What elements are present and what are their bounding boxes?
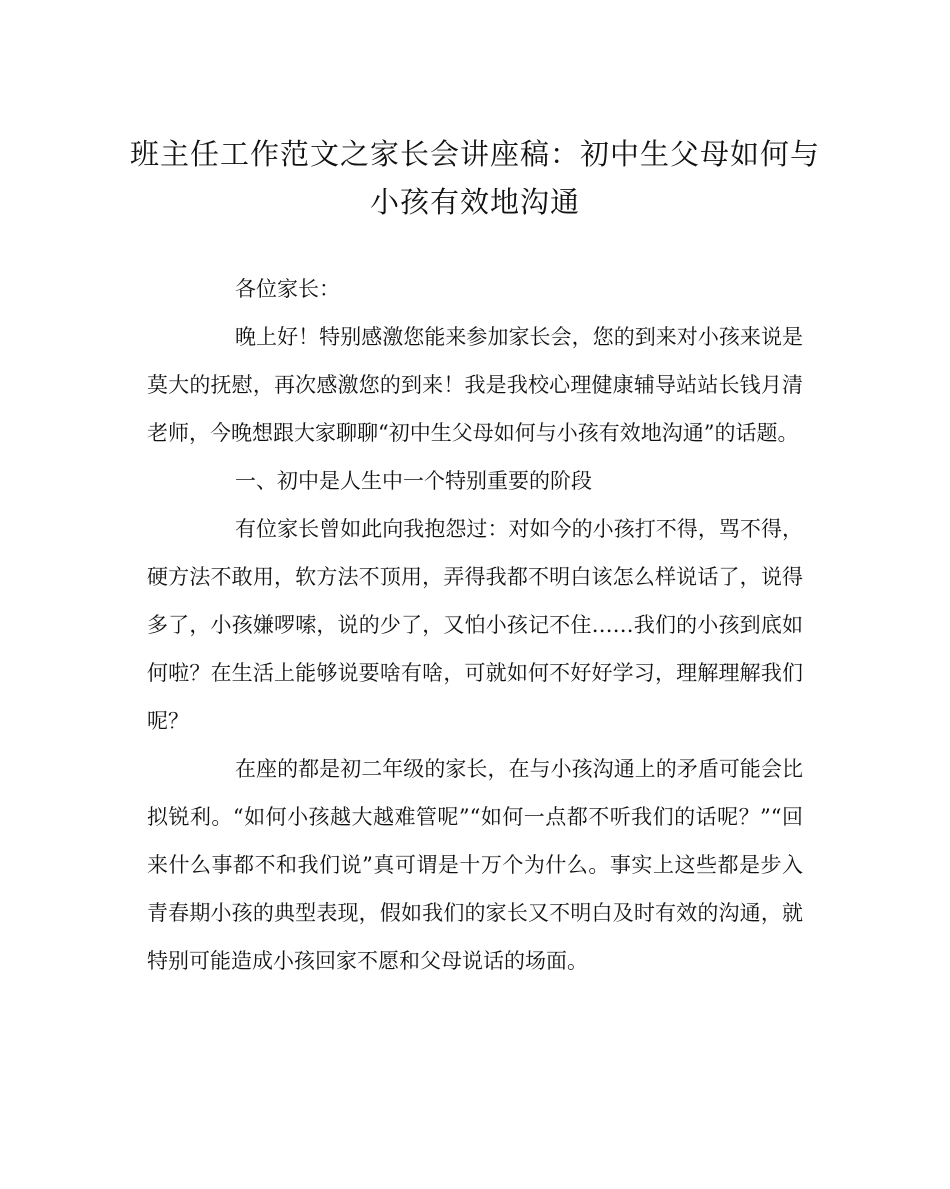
paragraph-complaint: 有位家长曾如此向我抱怨过：对如今的小孩打不得，骂不得，硬方法不敢用，软方法不顶用，弄得我都不明白该怎么样说话了，说得多了，小孩嫌啰嗦，说的少了，又怕小孩记不住……我们的小孩到底如何啦？在生活上能够说要啥有啥，可就如何不好好学习，理解理解我们呢？	[147, 517, 803, 733]
title-line-1: 班主任工作范文之家长会讲座稿：初中生父母如何与	[129, 137, 820, 171]
document-title	[120, 130, 830, 226]
paragraph-greeting: 晚上好！特别感激您能来参加家长会，您的到来对小孩来说是莫大的抚慰，再次感激您的到来！我是我校心理健康辅导站站长钱月清老师，今晚想跟大家聊聊“初中生父母如何与小孩有效地沟通”的话题。	[147, 325, 803, 445]
paragraph-grade-two: 在座的都是初二年级的家长，在与小孩沟通上的矛盾可能会比拟锐利。“如何小孩越大越难管呢”“如何一点都不听我们的话呢？”“回来什么事都不和我们说”真可谓是十万个为什么。事实上这些都是步入青春期小孩的典型表现，假如我们的家长又不明白及时有效的沟通，就特别可能造成小孩回家不愿和父母说话的场面。	[147, 757, 803, 973]
title-line-2: 小孩有效地沟通	[369, 185, 580, 219]
salutation: 各位家长：	[235, 277, 340, 301]
section-heading-1: 一、初中是人生中一个特别重要的阶段	[235, 469, 592, 493]
document-body	[147, 265, 803, 985]
